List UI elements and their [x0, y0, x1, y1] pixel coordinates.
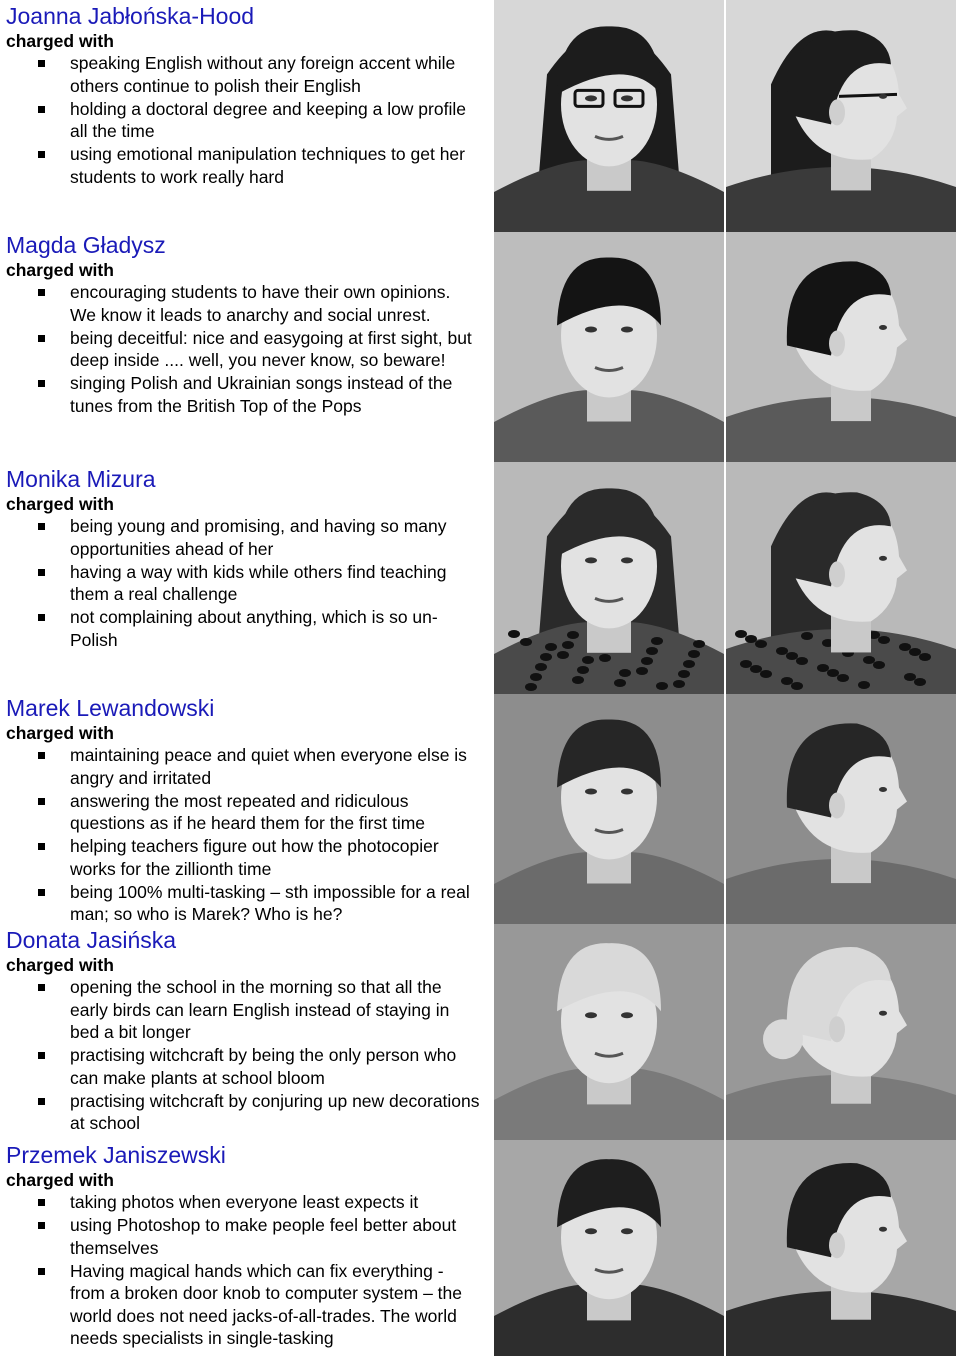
charged-with-label: charged with [6, 723, 114, 743]
charged-with-label: charged with [6, 31, 114, 51]
charge-text: speaking English without any foreign accent while others continue to polish their English [70, 53, 456, 96]
side-profile-photo [726, 1140, 956, 1356]
square-bullet-icon [38, 60, 45, 67]
charges-list [0, 976, 480, 1135]
charge-item [0, 561, 480, 606]
charge-text: helping teachers figure out how the photocopier works for the zillionth time [70, 836, 439, 879]
charge-text: singing Polish and Ukrainian songs instead of the tunes from the British Top of the Pops [70, 373, 453, 416]
person-name: Monika Mizura [6, 466, 156, 492]
charged-with-label: charged with [6, 955, 114, 975]
charge-text: using Photoshop to make people feel better about themselves [70, 1215, 457, 1258]
charge-item [0, 1260, 480, 1350]
charges-list [0, 744, 480, 926]
charge-item [0, 1090, 480, 1135]
square-bullet-icon [38, 798, 45, 805]
charge-item [0, 52, 480, 97]
charge-item [0, 790, 480, 835]
charge-text: holding a doctoral degree and keeping a low profile all the time [70, 98, 466, 142]
square-bullet-icon [38, 843, 45, 850]
charge-text: practising witchcraft by being the only person who can make plants at school bloom [70, 1045, 457, 1088]
side-profile-photo [726, 0, 956, 232]
charge-item [0, 143, 480, 188]
person-name: Magda Gładysz [6, 232, 166, 258]
square-bullet-icon [38, 106, 45, 113]
side-profile-photo [726, 924, 956, 1140]
charge-item [0, 835, 480, 880]
square-bullet-icon [38, 1052, 45, 1059]
charge-item [0, 744, 480, 789]
square-bullet-icon [38, 289, 45, 296]
charge-item [0, 976, 480, 1044]
square-bullet-icon [38, 984, 45, 991]
square-bullet-icon [38, 1098, 45, 1105]
charge-text: maintaining peace and quiet when everyone else is angry and irritated [70, 745, 467, 788]
charge-item [0, 606, 480, 651]
charge-item [0, 1191, 480, 1214]
charged-with-label: charged with [6, 494, 114, 514]
square-bullet-icon [38, 1222, 45, 1229]
charge-item [0, 515, 480, 560]
charge-text: answering the most repeated and ridiculous questions as if he heard them for the first time [70, 790, 426, 834]
square-bullet-icon [38, 569, 45, 576]
charge-text: being 100% multi-tasking – sth impossible for a real man; so who is Marek? Who is he? [70, 881, 470, 925]
side-profile-photo [726, 462, 956, 694]
charges-list [0, 52, 480, 189]
charge-text: encouraging students to have their own opinions. We know it leads to anarchy and social unrest. [70, 282, 451, 325]
person-name: Donata Jasińska [6, 927, 177, 953]
person-name: Przemek Janiszewski [6, 1142, 226, 1168]
person-name: Joanna Jabłońska-Hood [6, 3, 255, 29]
square-bullet-icon [38, 752, 45, 759]
square-bullet-icon [38, 1199, 45, 1206]
charge-text: opening the school in the morning so that all the early birds can learn English instead of staying in bed a bit longer [70, 977, 450, 1042]
square-bullet-icon [38, 523, 45, 530]
charge-item [0, 1214, 480, 1259]
charge-text: taking photos when everyone least expects it [70, 1192, 419, 1212]
charge-text: not complaining about anything, which is so un-Polish [70, 607, 438, 650]
front-portrait-photo [494, 924, 724, 1140]
charge-item [0, 1044, 480, 1089]
charge-text: practising witchcraft by conjuring up new decorations at school [70, 1090, 480, 1134]
charge-text: using emotional manipulation techniques to get her students to work really hard [70, 144, 465, 187]
charge-text: Having magical hands which can fix everything - from a broken door knob to computer system – the world does not need jacks-of-all-trades. The world needs specialists in single-tasking [70, 1260, 462, 1349]
square-bullet-icon [38, 380, 45, 387]
side-profile-photo [726, 694, 956, 924]
charge-item [0, 881, 480, 926]
charges-list [0, 1191, 480, 1350]
square-bullet-icon [38, 1268, 45, 1275]
charge-item [0, 98, 480, 143]
charge-item [0, 281, 480, 326]
charges-list [0, 515, 480, 652]
front-portrait-photo [494, 462, 724, 694]
front-portrait-photo [494, 0, 724, 232]
square-bullet-icon [38, 889, 45, 896]
charge-item [0, 327, 480, 372]
charged-with-label: charged with [6, 260, 114, 280]
charge-text: being young and promising, and having so many opportunities ahead of her [70, 516, 447, 559]
front-portrait-photo [494, 1140, 724, 1356]
charged-with-label: charged with [6, 1170, 114, 1190]
square-bullet-icon [38, 335, 45, 342]
square-bullet-icon [38, 151, 45, 158]
front-portrait-photo [494, 232, 724, 462]
person-name: Marek Lewandowski [6, 695, 215, 721]
side-profile-photo [726, 232, 956, 462]
charges-list [0, 281, 480, 418]
charge-item [0, 372, 480, 417]
charge-text: having a way with kids while others find teaching them a real challenge [70, 561, 447, 605]
front-portrait-photo [494, 694, 724, 924]
square-bullet-icon [38, 614, 45, 621]
charge-text: being deceitful: nice and easygoing at first sight, but deep inside .... well, you never know, so beware! [70, 327, 472, 371]
